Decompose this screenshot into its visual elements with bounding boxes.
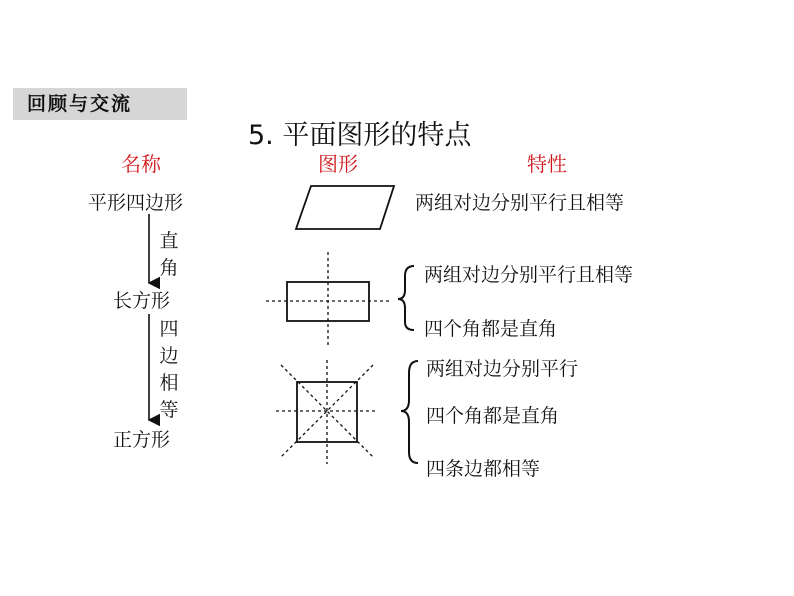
- arrow-char: 直: [159, 230, 179, 252]
- header-property: 特性: [527, 152, 567, 176]
- shape-name-rectangle: 长方形: [113, 290, 171, 312]
- arrow-char: 边: [159, 345, 179, 367]
- shape-name-parallelogram: 平形四边形: [88, 192, 184, 214]
- arrow-char: 等: [159, 399, 179, 421]
- header-name: 名称: [121, 152, 161, 176]
- rectangle-brace: [398, 266, 414, 330]
- arrow-char: 角: [159, 257, 179, 279]
- page-title: 5. 平面图形的特点: [248, 120, 472, 151]
- property-rectangle-2: 四个角都是直角: [424, 318, 558, 340]
- parallelogram-shape: [296, 186, 394, 229]
- property-rectangle-1: 两组对边分别平行且相等: [424, 264, 634, 286]
- square-brace: [401, 361, 418, 463]
- property-square-2: 四个角都是直角: [426, 405, 560, 427]
- shape-name-square: 正方形: [113, 429, 171, 451]
- property-square-3: 四条边都相等: [426, 458, 541, 480]
- property-parallelogram: 两组对边分别平行且相等: [415, 192, 625, 214]
- property-square-1: 两组对边分别平行: [426, 358, 579, 380]
- section-badge: 回顾与交流: [13, 88, 187, 120]
- arrow-char: 相: [159, 372, 179, 394]
- header-figure: 图形: [318, 152, 358, 176]
- arrow-char: 四: [159, 318, 179, 340]
